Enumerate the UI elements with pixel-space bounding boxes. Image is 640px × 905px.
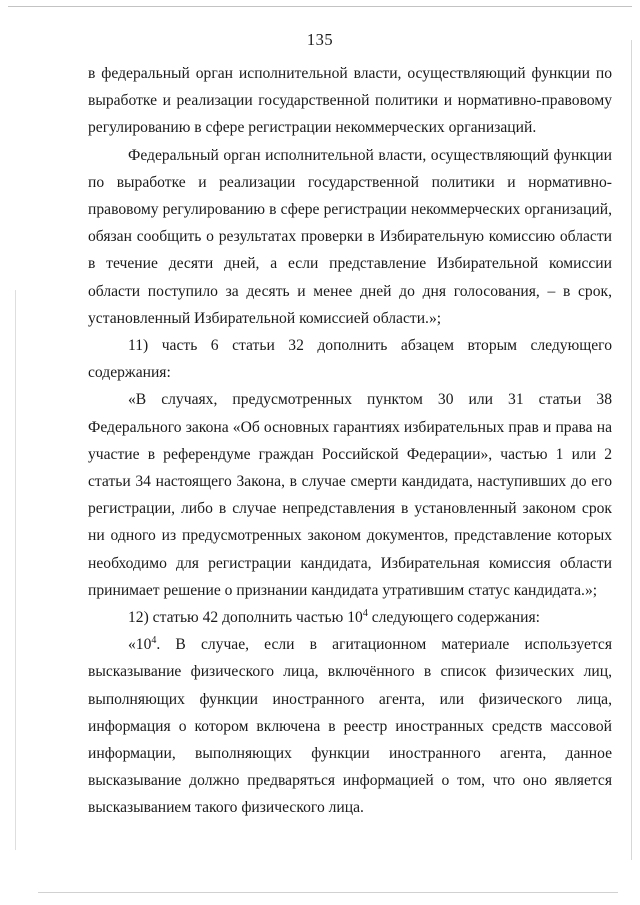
item-12-superscript: 4 bbox=[362, 608, 368, 620]
quote-open: «10 bbox=[128, 636, 152, 654]
paragraph-item-11-quote: «В случаях, предусмотренных пунктом 30 или 31 статьи 38 Федерального закона «Об основных гарантиях избирательных прав и права на участие в референдуме граждан Российской Федерации», частью 1 или 2 статьи 34 настоящего Закона, в случае смерти кандидата, наступивших до его регистрации, либо в случае непредставления в установленный законом срок ни одного из предусмотренных законом документов, представление которых необходимо для регистрации кандидата, Избирательная комиссия области принимает решение о признании кандидата утратившим статус кандидата.»; bbox=[88, 391, 612, 599]
page-number: 135 bbox=[306, 30, 334, 49]
scan-top-edge bbox=[8, 6, 632, 7]
scan-right-edge bbox=[631, 40, 632, 860]
paragraph-continuation: в федеральный орган исполнительной власти, осуществляющий функции по выработке и реализации государственной политики и нормативно-правовому регулированию в сфере регистрации некоммерческих организаций. bbox=[88, 65, 612, 137]
paragraph-notification-duty: Федеральный орган исполнительной власти, осуществляющий функции по выработке и реализации государственной политики и нормативно-правовому регулированию в сфере регистрации некоммерческих организаций, обязан сообщить о результатах проверки в Избирательную комиссию области в течение десяти дней, а если представление Избирательной комиссии области поступило за десять и менее дней до дня голосования, – в срок, установленный Избирательной комиссией области.»; bbox=[88, 146, 612, 327]
item-12-text-end: следующего содержания: bbox=[367, 609, 540, 627]
scan-left-edge bbox=[15, 290, 16, 850]
paragraph-item-12-quote bbox=[88, 631, 612, 821]
item-12-text: 12) статью 42 дополнить частью 10 bbox=[128, 609, 363, 627]
paragraph-item-11: 11) часть 6 статьи 32 дополнить абзацем вторым следующего содержания: bbox=[88, 337, 612, 382]
quote-superscript: 4 bbox=[151, 635, 157, 647]
scan-bottom-edge bbox=[38, 892, 618, 893]
paragraph-item-12 bbox=[88, 604, 612, 631]
document-body bbox=[88, 60, 612, 822]
quote-text: . В случае, если в агитационном материале используется высказывание физического лица, включённого в список физических лиц, выполняющих функции иностранного агента, или физического лица, информация о котором включена в реестр иностранных средств массовой информации, выполняющих функции иностранного агента, данное высказывание должно предваряться информацией о том, что оно является высказыванием такого физического лица. bbox=[88, 636, 612, 817]
